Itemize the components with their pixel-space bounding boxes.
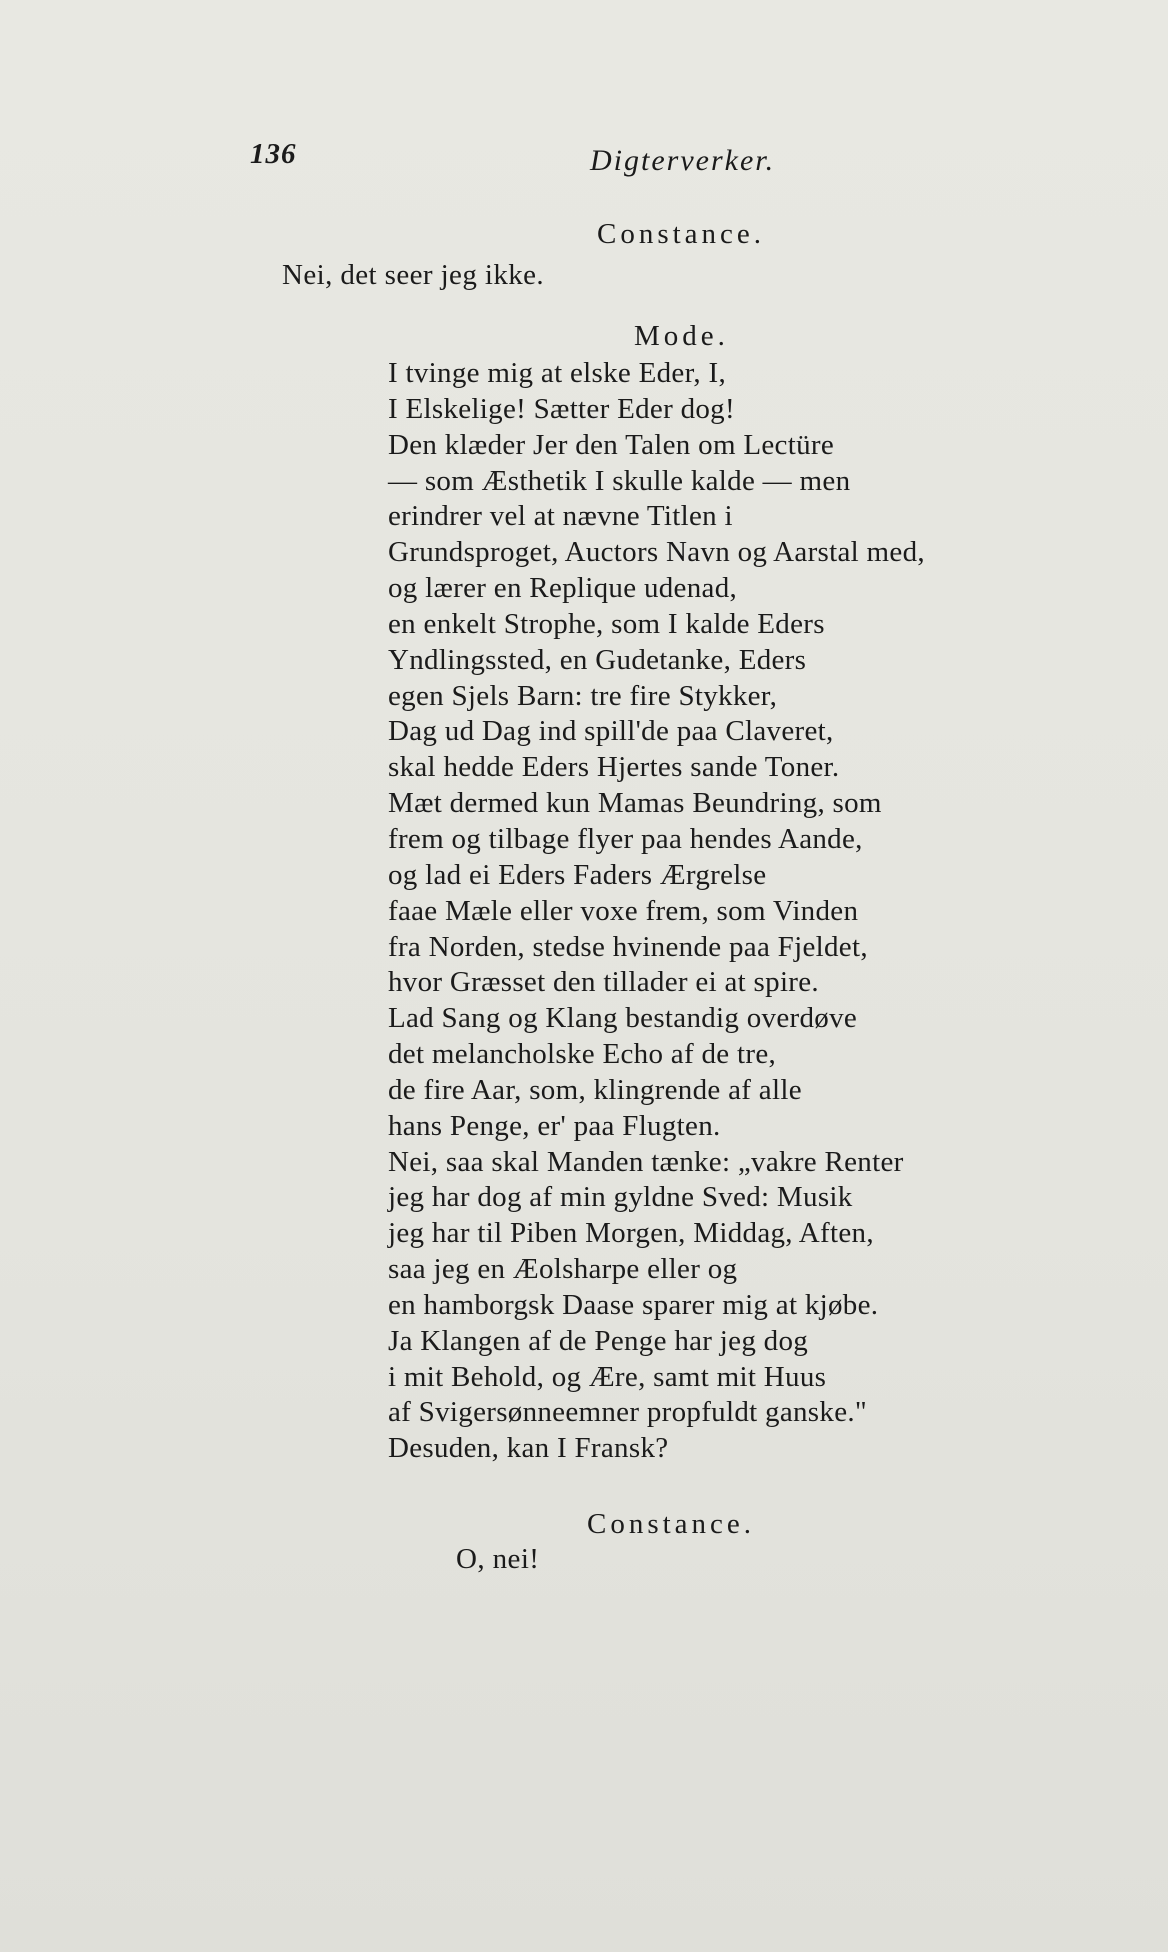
verse-line: frem og tilbage flyer paa hendes Aande, [388,822,863,855]
verse-line: Lad Sang og Klang bestandig overdøve [388,1002,858,1035]
verse-line: det melancholske Echo af de tre, [388,1038,777,1071]
verse-line: i mit Behold, og Ære, samt mit Huus [388,1360,827,1393]
verse-line: faae Mæle eller voxe frem, som Vinden [388,894,859,927]
verse-line: og lærer en Replique udenad, [388,572,738,605]
verse-line: jeg har dog af min gyldne Sved: Musik [388,1181,853,1214]
verse-line: Den klæder Jer den Talen om Lectüre [388,428,834,461]
verse-line: hvor Græsset den tillader ei at spire. [388,966,819,999]
verse-line: saa jeg en Æolsharpe eller og [388,1253,738,1286]
verse-line: en hamborgsk Daase sparer mig at kjøbe. [388,1288,879,1321]
verse-line: Ja Klangen af de Penge har jeg dog [388,1324,809,1357]
verse-line: Mæt dermed kun Mamas Beundring, som [388,787,882,820]
verse-line: og lad ei Eders Faders Ærgrelse [388,858,767,891]
verse-block [388,356,988,1467]
verse-line: erindrer vel at nævne Titlen i [388,500,733,533]
verse-line: Grundsproget, Auctors Navn og Aarstal med, [388,536,925,569]
verse-line: Desuden, kan I Fransk? [388,1432,669,1465]
speech-line: Nei, det seer jeg ikke. [282,259,545,291]
verse-line: jeg har til Piben Morgen, Middag, Aften, [388,1217,874,1250]
verse-line: I tvinge mig at elske Eder, I, [388,357,727,389]
verse-line: Nei, saa skal Manden tænke: „vakre Renter [388,1145,904,1178]
speech-line: O, nei! [456,1543,540,1575]
verse-line: af Svigersønneemner propfuldt ganske." [388,1396,868,1429]
speaker-name-constance: Constance. [597,218,766,250]
verse-line: Dag ud Dag ind spill'de paa Claveret, [388,715,834,748]
verse-line: egen Sjels Barn: tre fire Stykker, [388,679,778,712]
verse-line: Yndlingssted, en Gudetanke, Eders [388,643,807,676]
running-title: Digterverker. [590,144,776,177]
verse-line: I Elskelige! Sætter Eder dog! [388,392,735,425]
verse-line: skal hedde Eders Hjertes sande Toner. [388,751,840,784]
verse-line: hans Penge, er' paa Flugten. [388,1109,721,1142]
speaker-name-constance: Constance. [587,1508,756,1540]
verse-line: de fire Aar, som, klingrende af alle [388,1073,802,1106]
speaker-name-mode: Mode. [634,320,729,352]
page-number: 136 [250,138,297,170]
verse-line: en enkelt Strophe, som I kalde Eders [388,607,825,640]
verse-line: fra Norden, stedse hvinende paa Fjeldet, [388,930,868,963]
verse-line: — som Æsthetik I skulle kalde — men [388,464,851,497]
